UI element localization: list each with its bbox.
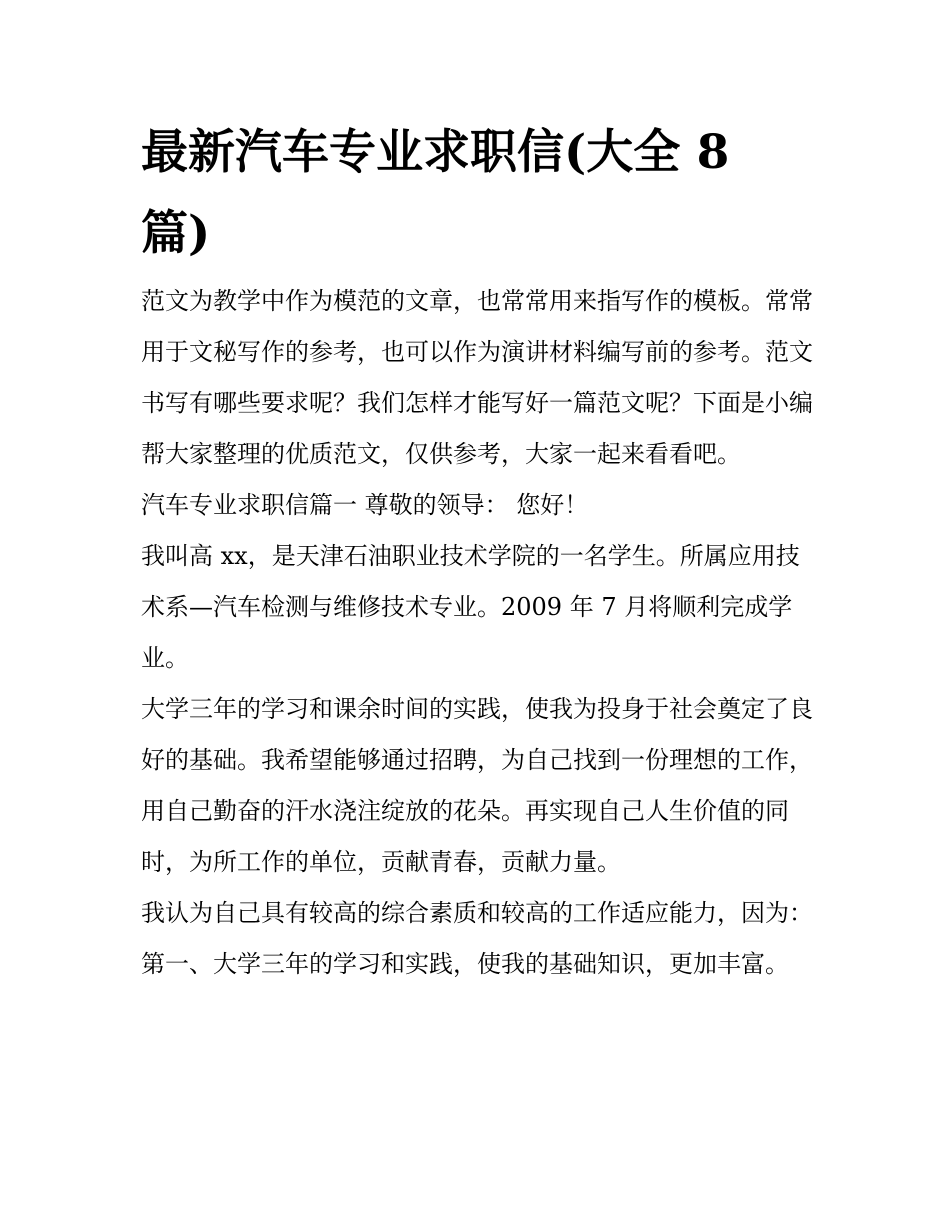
document-body [141,276,821,990]
paragraph-qualities: 我认为自己具有较高的综合素质和较高的工作适应能力，因为： [141,899,813,927]
paragraph-first-point: 第一、大学三年的学习和实践，使我的基础知识，更加丰富。 [141,950,789,978]
paragraph-salutation: 汽车专业求职信篇一 尊敬的领导： 您好！ [141,491,589,519]
paragraph-study-practice: 大学三年的学习和课余时间的实践，使我为投身于社会奠定了良好的基础。我希望能够通过招聘，为自己找到一份理想的工作，用自己勤奋的汗水浇注绽放的花朵。再实现自己人生价值的同时，为所工作的单位，贡献青春，贡献力量。 [141,695,813,876]
paragraph-self-introduction: 我叫高 xx，是天津石油职业技术学院的一名学生。所属应用技术系—汽车检测与维修技术专业。2009 年 7 月将顺利完成学业。 [141,542,800,672]
paragraph-intro: 范文为教学中作为模范的文章，也常常用来指写作的模板。常常用于文秘写作的参考，也可以作为演讲材料编写前的参考。范文书写有哪些要求呢？我们怎样才能写好一篇范文呢？下面是小编帮大家整理的优质范文，仅供参考，大家一起来看看吧。 [141,287,813,468]
document-title: 最新汽车专业求职信(大全 8 篇) [141,125,730,261]
